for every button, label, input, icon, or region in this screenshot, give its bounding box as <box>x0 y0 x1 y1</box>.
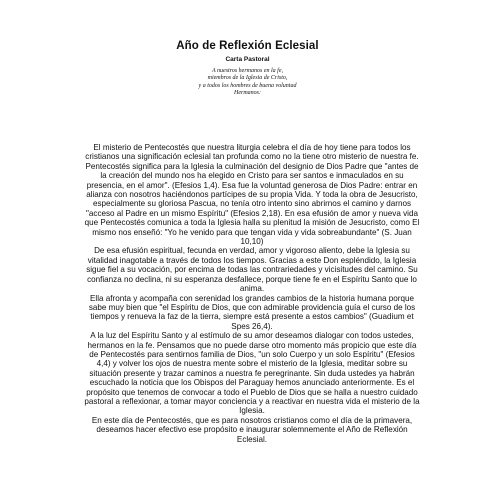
dedication-line: A nuestros hermanos en la fe, <box>212 68 283 74</box>
document-title: Año de Reflexión Eclesial <box>176 40 319 52</box>
dedication-salutation: Hermanos: <box>234 90 261 97</box>
dedication-block <box>0 68 495 98</box>
letter-body <box>84 143 420 444</box>
body-paragraph: En este día de Pentecostés, que es para nosotros cristianos como el día de la primavera, deseamos hacer efectivo ese propósito e inaugurar solemnemente el Año de Reflexión Eclesial. <box>91 415 413 444</box>
dedication-line: miembros de la Iglesia de Cristo, <box>207 75 288 82</box>
body-paragraph: A la luz del Espíritu Santo y al estímulo de su amor deseamos dialogar con todos ustedes, hermanos en la fe. Pensamos que no puede darse otro momento más propicio que este día de Pentecostés para sentirnos familia de Dios, "un solo Cuerpo y un solo Espíritu" (Efesios 4,4) y volver los ojos de nuestra mente sobre el misterio de la Iglesia, meditar sobre su situación presente y trazar caminos a nuestra fe peregrinante. Sin duda ustedes ya habrán escuchado la noticia que los Obispos del Paraguay hemos anunciado anteriormente. Es el propósito que tenemos de convocar a todo el Pueblo de Dios que se halla a nuestro cuidado pastoral a reflexionar, a tomar mayor conciencia y a reactivar en nuestra vida el misterio de la Iglesia. <box>84 331 420 416</box>
body-paragraph: El misterio de Pentecostés que nuestra liturgia celebra el día de hoy tiene para todos los cristianos una significación eclesial tan profunda como no la tiene otro misterio de nuestra fe. Pentecostés significa para la Iglesia la culminación del designio de Dios Padre que "antes de la creación del mundo nos ha elegido en Cristo para ser santos e inmaculados en su presencia, en el amor". (Efesios 1,4). Esa fue la voluntad generosa de Dios Padre: entrar en alianza con nosotros haciéndonos partícipes de su propia Vida. Y toda la obra de Jesucristo, especialmente su gloriosa Pascua, no tenía otro intento sino abrirnos el camino y darnos "acceso al Padre en un mismo Espíritu" (Efesios 2,18). En esa efusión de amor y nueva vida que Pentecostés comunica a toda la Iglesia halla su plenitud la misión de Jesucristo, como El mismo nos enseñó: "Yo he venido para que tengan vida y vida sobreabundante" (S. Juan 10,10) <box>84 143 420 247</box>
body-paragraph: Ella afronta y acompaña con serenidad los grandes cambios de la historia humana porque sabe muy bien que "el Espíritu de Dios, que con admirable providencia guía el curso de los tiempos y renueva la faz de la tierra, siempre está presente a estos cambios" (Guadium et Spes 26,4). <box>88 293 416 331</box>
dedication-line: y a todos los hombres de buena voluntad <box>198 82 297 89</box>
body-paragraph: De esa efusión espiritual, fecunda en verdad, amor y vigoroso aliento, debe la Iglesia su vitalidad inagotable a través de todos los tiempos. Gracias a este Don espléndido, la Iglesia sigue fiel a su vocación, por encima de todas las contrariedades y vicisitudes del camino. Su confianza no declina, ni su esperanza desfallece, porque tiene fe en el Espíritu Santo que lo anima. <box>86 246 418 294</box>
document-subtitle: Carta Pastoral <box>225 56 270 63</box>
